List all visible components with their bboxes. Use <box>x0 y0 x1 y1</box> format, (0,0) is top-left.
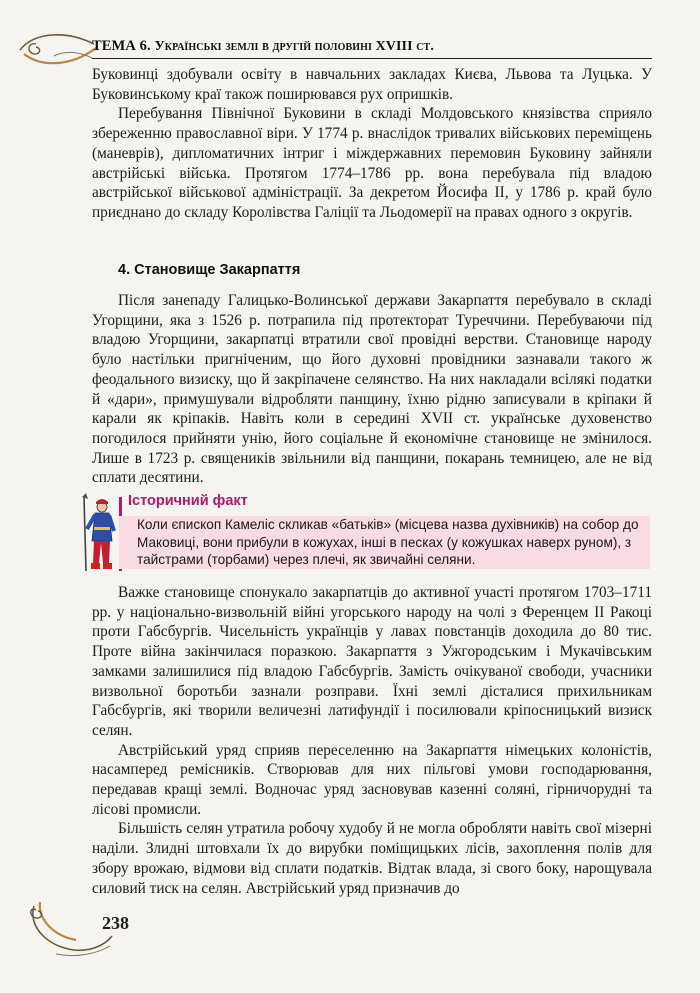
ornament-swirl-top <box>14 24 100 74</box>
paragraph: Більшість селян утратила робочу худобу й не могла обробляти навіть свої мізерні наділи. Злидні штовхали їх до вирубки поміщицьких лісів, захоплення полів для збору врожаю, відмови від сплати податків. Відтак влада, зі свого боку, нарощувала силовий тиск на селян. Австрійський уряд призначив до <box>92 820 652 897</box>
paragraph: Австрійський уряд сприяв переселенню на Закарпаття німецьких колоністів, насамперед ремісників. Створював для них пільгові умови господарювання, передавав кращі землі. Водночас уряд засновував казенні соляні, гірничорудні та лісові промисли. <box>92 741 652 818</box>
page-number: 238 <box>102 913 129 933</box>
paragraph: Після занепаду Галицько-Волинської держави Закарпаття перебувало в складі Угорщини, яка з 1526 р. потрапила під протекторат Туреччини. Перебуваючи під владою Угорщини, закарпатці втратили свої провідні верстви. Становище народу було настільки пригніченим, що його духовні провідники зазнавали такого ж феодального визиску, що й закріпачене селянство. На них накладали всілякі податки й «дари», примушували відробляти панщину, їхню рідню записували в кріпаки й карали як кріпаків. Навіть коли в середині XVII ст. українське духовенство погодилося прийняти унію, його соціальне й економічне становище не змінилося. Лише в 1723 р. священиків звільнили від панщини, покарань темницею, але не від сплати десятини. <box>92 292 652 487</box>
section-heading: 4. Становище Закарпаття <box>118 262 301 278</box>
paragraph: Важке становище спонукало закарпатців до активної участі протягом 1703–1711 рр. у національно-визвольній війні угорського народу на чолі з Ференцем ІІ Ракоці проти Габсбургів. Чисельність українців у лавах повстанців доходила до 80 тис. Проте війна закінчилася поразкою. Закарпаття з Ужгородським і Мукачівським замками залишилися під владою Габсбургів. Замість очікуваної свободи, учасники визвольної боротьби зазнали розправи. Їхні землі дісталися прихильникам Габсбургів, які творили величезні латифундії і посилювали кріпосницький визиск селян. <box>92 584 652 739</box>
text-block-top <box>92 65 652 223</box>
paragraph: Буковинці здобували освіту в навчальних закладах Києва, Львова та Луцька. У Буковинському краї також поширювався рух опришків. <box>92 66 652 103</box>
header-topic: ТЕМА 6. <box>92 38 151 54</box>
chapter-header <box>92 38 652 59</box>
text-block-bottom <box>92 583 652 898</box>
text-block-mid <box>92 291 652 488</box>
paragraph: Перебування Північної Буковини в складі Молдовського князівства сприяло збереженню православної віри. У 1774 р. внаслідок тривалих військових переміщень (маневрів), дипломатичних інтриг і міждержавних перемовин Буковину зайняли австрійські війська. Протягом 1774–1786 рр. вона перебувала під владою австрійської військової адміністрації. За декретом Йосифа ІІ, у 1786 р. край було приєднано до складу Королівства Галіції та Льодомерії на правах одного з округів. <box>92 105 652 221</box>
cossack-figure-icon <box>78 493 122 573</box>
header-title: Українські землі в другій половині XVIII ст. <box>154 39 434 54</box>
fact-title: Історичний факт <box>128 493 248 509</box>
fact-text: Коли єпископ Камеліс скликав «батьків» (місцева назва духівників) на собор до Маковиці, вони прибули в кожухах, інші в песках (у кожушках наверх руном), з тайстрами (торбами) через плечі, як звичайні селяни. <box>137 517 639 568</box>
